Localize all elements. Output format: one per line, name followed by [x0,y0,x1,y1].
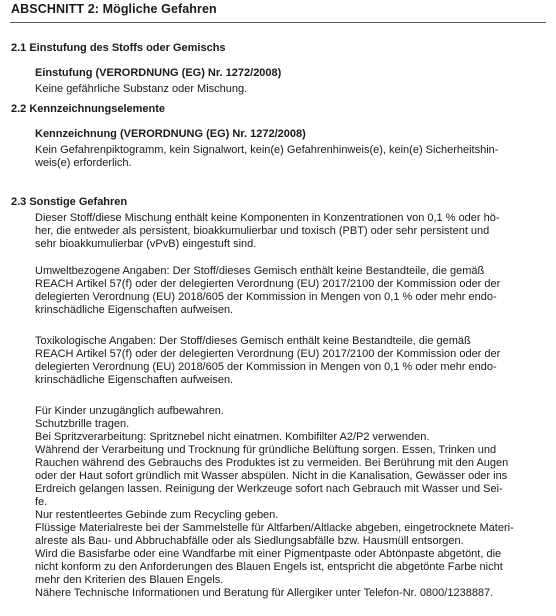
text-kennzeichnung [35,144,498,170]
text-line: Für Kinder unzugänglich aufbewahren. [35,405,224,417]
text-line: alreste als Bau- und Abbruchabfälle oder als Siedlungsabfälle bzw. Hausmüll entsorgen. [35,535,464,547]
section-divider [10,22,546,23]
paragraph-handling [35,405,514,600]
text-line: Wird die Basisfarbe oder eine Wandfarbe mit einer Pigmentpaste oder Abtönpaste abgetönt, die [35,548,502,560]
text-line: her, die entweder als persistent, bioakkumulierbar und toxisch (PBT) oder sehr persistent und [35,225,490,237]
text-line: fe. [35,496,48,508]
text-line: Toxikologische Angaben: Der Stoff/dieses Gemisch enthält keine Bestandteile, die gemäß [35,335,471,347]
text-einstufung: Keine gefährliche Substanz oder Mischung. [35,83,248,95]
text-line: Nähere Technische Informationen und Beratung für Allergiker unter Telefon-Nr. 0800/1238887. [35,587,494,599]
text-line: REACH Artikel 57(f) oder der delegierten Verordnung (EU) 2017/2100 der Kommission oder der [35,348,501,360]
paragraph-environment [35,265,500,317]
text-line: oder der Haut sofort gründlich mit Wasser abspülen. Nicht in die Kanalisation, Gewässer oder ins [35,470,508,482]
text-line: Flüssige Materialreste bei der Sammelstelle für Altfarben/Altlacke abgeben, eingetrocknete Materi- [35,522,514,534]
text-line: nicht konform zu den Anforderungen des Blauen Engels ist, entspricht die abgetönte Farbe nicht [35,561,503,573]
text-line: Rauchen während des Gebrauchs des Produktes ist zu vermeiden. Bei Berührung mit den Augen [35,457,509,469]
text-line: krinschädliche Eigenschaften aufweisen. [35,374,234,386]
section-title: ABSCHNITT 2: Mögliche Gefahren [11,2,217,16]
text-line: mehr den Kriterien des Blauen Engels. [35,574,224,586]
text-line: Bei Spritzverarbeitung: Spritznebel nicht einatmen. Kombifilter A2/P2 verwenden. [35,431,430,443]
text-line: sehr bioakkumulierbar (vPvB) eingestuft sind. [35,238,257,250]
text-line: Schutzbrille tragen. [35,418,130,430]
text-line: delegierten Verordnung (EU) 2018/605 der Kommission in Mengen von 0,1 % oder mehr endo- [35,361,497,373]
subheading-einstufung: Einstufung (VERORDNUNG (EG) Nr. 1272/2008) [35,67,282,79]
text-line: Kein Gefahrenpiktogramm, kein Signalwort, kein(e) Gefahrenhinweis(e), kein(e) Sicherheitshin- [35,144,499,156]
paragraph-toxicology [35,335,500,387]
text-line: Nur restentleertes Gebinde zum Recycling geben. [35,509,279,521]
heading-2-1: 2.1 Einstufung des Stoffs oder Gemischs [11,42,226,54]
text-line: weis(e) erforderlich. [35,157,132,169]
text-line: Während der Verarbeitung und Trocknung für gründliche Belüftung sorgen. Essen, Trinken und [35,444,497,456]
text-line: delegierten Verordnung (EU) 2018/605 der Kommission in Mengen von 0,1 % oder mehr endo- [35,291,497,303]
text-line: Erdreich gelangen lassen. Reinigung der Werkzeuge sofort nach Gebrauch mit Wasser und Sei- [35,483,503,495]
text-line: Umweltbezogene Angaben: Der Stoff/dieses Gemisch enthält keine Bestandteile, die gemäß [35,265,485,277]
heading-2-2: 2.2 Kennzeichnungselemente [11,103,166,115]
text-line: krinschädliche Eigenschaften aufweisen. [35,304,234,316]
text-line: Dieser Stoff/diese Mischung enthält keine Komponenten in Konzentrationen von 0,1 % oder hö- [35,212,500,224]
text-line: REACH Artikel 57(f) oder der delegierten Verordnung (EU) 2017/2100 der Kommission oder der [35,278,501,290]
heading-2-3: 2.3 Sonstige Gefahren [11,196,128,208]
paragraph-pbt [35,212,500,251]
subheading-kennzeichnung: Kennzeichnung (VERORDNUNG (EG) Nr. 1272/2008) [35,128,306,140]
